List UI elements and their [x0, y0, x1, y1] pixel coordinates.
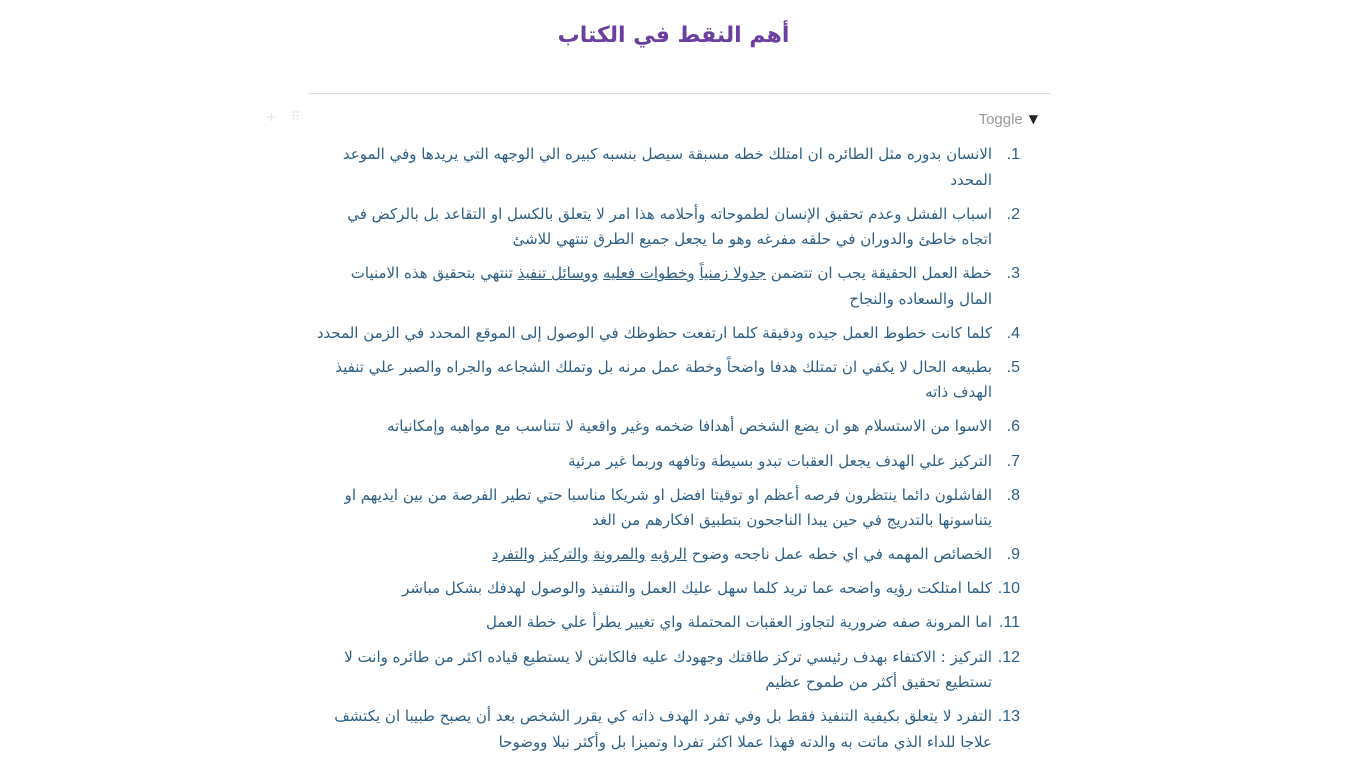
list-item [316, 449, 1020, 475]
list-item-text: كلما كانت خطوط العمل جيده ودقيقة كلما ارتفعت حظوظك في الوصول إلى الموقع المحدد في الزمن المحدد [316, 323, 992, 342]
list-item-text: التفرد لا يتعلق بكيفية التنفيذ فقط بل وفي تفرد الهدف ذاته كي يقرر الشخص بعد أن يصبح طبيبا ان يكتشف علاجا للداء الذي ماتت به والدته فهذا عملا اكثر تفردا وتميزا بل وأكثر نبلا ووضوحا [334, 707, 992, 751]
divider [308, 93, 1050, 94]
underlined-word-focus: والتركيز [539, 545, 589, 564]
list-item-number: .13 [997, 708, 1020, 726]
list-item-text: كلما امتلكت رؤيه واضحه عما تريد كلما سهل عليك العمل والتنفيذ والوصول لهدفك بشكل مباشر [402, 579, 992, 598]
list-item-text [316, 542, 992, 568]
list-item-number: .1 [1006, 146, 1020, 163]
list-item-number: .9 [1006, 546, 1020, 564]
underlined-word-vision: الرؤيه [650, 545, 687, 564]
list-item-number: .3 [1006, 265, 1020, 283]
list-item-text: التركيز : الاكتفاء بهدف رئيسي تركز طاقتك وجهودك عليه فالكابتن لا يستطيع قياده اكثر من طائره وانت لا تستطيع تحقيق أكثر من طموح عظيم [344, 647, 992, 692]
block-handle[interactable] [266, 110, 300, 125]
list-item [316, 704, 1020, 755]
list-item-number: .6 [1006, 418, 1020, 436]
list-item-number: .10 [997, 580, 1020, 598]
list-item-number: .5 [1006, 358, 1020, 376]
list-item [316, 414, 1020, 440]
list-item-number: .8 [1006, 486, 1020, 504]
list-item-number: .7 [1006, 452, 1020, 470]
list-item [316, 321, 1020, 347]
list-item-text: الاسوا من الاستسلام هو ان يضع الشخص أهدافا ضخمه وغير واقعية لا تتناسب مع مواهبه وإمكانياته [387, 417, 992, 436]
list-item-text: بطبيعه الحال لا يكفي ان تمتلك هدفا واضحاً وخطة عمل مرنه بل وتملك الشجاعه والجراه والصبر علي تنفيذ الهدف ذاته [335, 357, 992, 402]
list-item [316, 142, 1020, 193]
text-segment: الخصائص المهمه في اي خطه عمل ناجحه وضوح [686, 545, 992, 564]
list-item [316, 610, 1020, 636]
list-item-text: الفاشلون دائما ينتظرون فرصه أعظم او توقيتا افضل او شريكا مناسبا حتي تطير الفرصة من بين ايديهم او يتناسونها بالتدريج في حين يبدا الناجحون بتطبيق افكارهم من الغد [344, 485, 992, 530]
list-item [316, 645, 1020, 696]
list-item-text [316, 261, 992, 312]
text-segment: تنتهي بتحقيق هذه الامنيات المال والسعاده والنجاح [350, 264, 992, 308]
list-item-text: التركيز علي الهدف يجعل العقبات تبدو بسيطة وتافهه وربما غير مرئية [568, 451, 992, 470]
add-block-icon[interactable]: + [266, 110, 277, 125]
list-item-text: الانسان بدوره مثل الطائره ان امتلك خطه مسبقة سيصل بنسبه كبيره الي الوجهه التي يريدها وفي الموعد المحدد [342, 145, 992, 189]
list-item-number: .12 [997, 648, 1020, 666]
drag-handle-icon[interactable]: ⠿ [290, 110, 301, 125]
list-item [316, 483, 1020, 534]
list-item-number: .4 [1006, 324, 1020, 342]
caret-down-icon[interactable]: ▼ [1028, 112, 1038, 126]
underlined-word-uniqueness: والتفرد [491, 545, 535, 564]
list-item-text: اسباب الفشل وعدم تحقيق الإنسان لطموحاته وأحلامه هذا امر لا يتعلق بالكسل او التقاعد بل بالركض في اتجاه خاطئ والدوران في حلقه مفرغه وهو ما يجعل جميع الطرق تنتهي للاشئ [347, 204, 992, 249]
page-title: أهم النقط في الكتاب [557, 23, 790, 48]
list-item [316, 202, 1020, 253]
list-item-number: .2 [1006, 205, 1020, 223]
underlined-phrase-steps: وخطوات فعليه [603, 264, 695, 283]
list-item [316, 355, 1020, 406]
toggle-label[interactable]: Toggle [978, 110, 1023, 128]
underlined-phrase-means: ووسائل تنفيذ [517, 264, 599, 283]
text-segment: خطة العمل الحقيقة يجب ان تتضمن [766, 264, 992, 283]
list-item-text: اما المرونة صفه ضرورية لتجاوز العقبات المحتملة واي تغيير يطرأ علي خطة العمل [486, 613, 992, 632]
list-item [316, 576, 1020, 602]
list-item [316, 542, 1020, 568]
key-points-list [316, 142, 1020, 764]
list-item-number: .11 [998, 614, 1020, 632]
underlined-word-flexibility: والمرونة [593, 545, 646, 564]
toggle-control[interactable] [960, 108, 1050, 130]
list-item [316, 261, 1020, 312]
underlined-phrase-timeline: جدولا زمنياً [699, 264, 767, 283]
